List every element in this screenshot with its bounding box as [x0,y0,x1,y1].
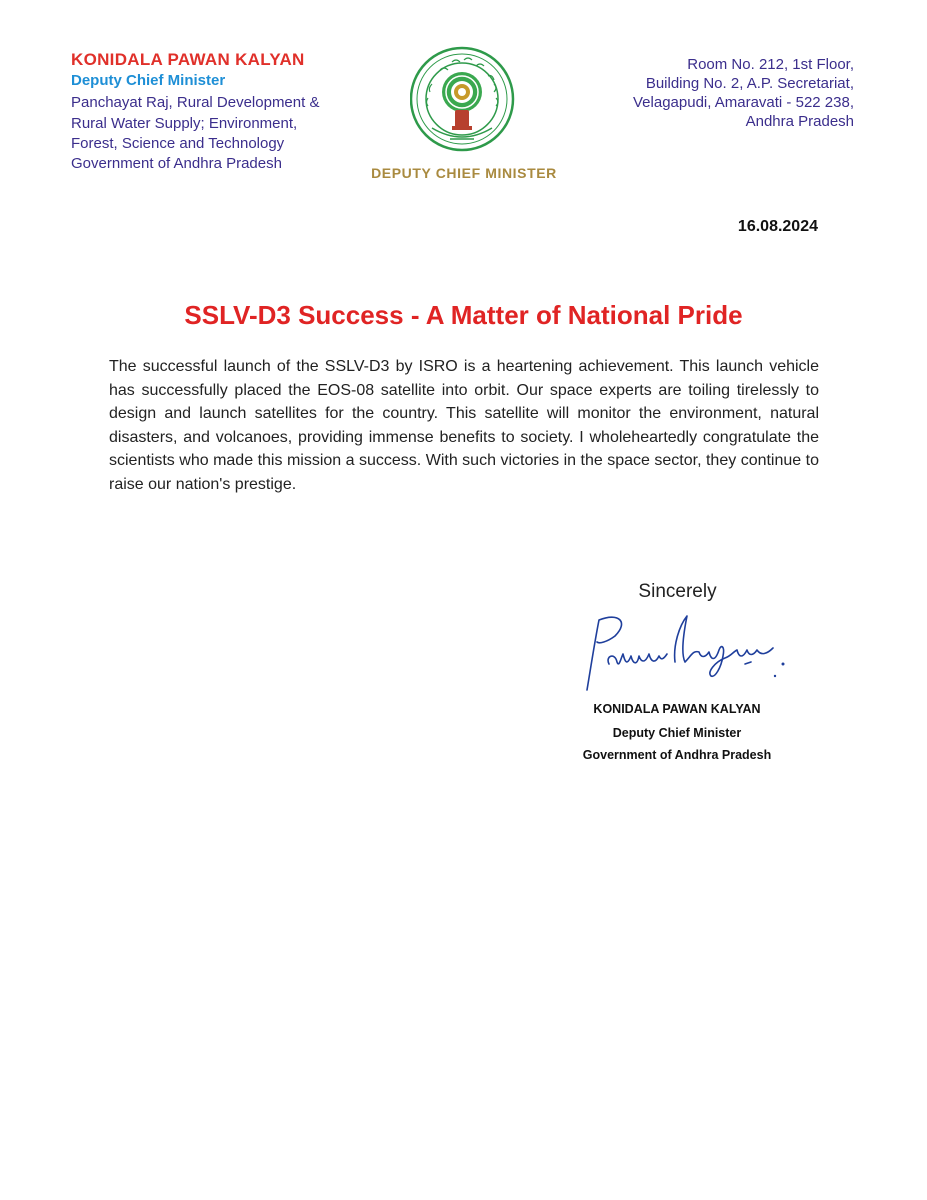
letter-date: 16.08.2024 [737,218,818,235]
emblem-caption: DEPUTY CHIEF MINISTER [371,165,557,181]
signatory-title: Deputy Chief Minister [612,726,742,740]
address-line: Room No. 212, 1st Floor, [687,56,854,73]
letter-body: The successful launch of the SSLV-D3 by ISRO is a heartening achievement. This launch vehicle has successfully placed the EOS-08 satellite into orbit. Our space experts are toiling tirelessly to design and launch satellites for the country. This satellite will monitor the environment, natural disasters, and volcanoes, providing immense benefits to society. I wholeheartedly congratulate the scientists who made this mission a success. With such victories in the space sector, they continue to raise our nation's prestige. [109,358,819,493]
closing-salutation: Sincerely [638,581,717,602]
signature-icon [575,606,800,696]
portfolio-line: Rural Water Supply; Environment, [71,115,298,132]
portfolio-line: Forest, Science and Technology [71,135,285,152]
state-emblem-icon [410,42,515,162]
sender-name: KONIDALA PAWAN KALYAN [71,50,305,69]
address-line: Andhra Pradesh [745,113,854,130]
letter-heading: SSLV-D3 Success - A Matter of National Pride [184,300,743,330]
signatory-organization: Government of Andhra Pradesh [582,748,772,762]
address-line: Building No. 2, A.P. Secretariat, [645,75,854,92]
portfolio-line: Panchayat Raj, Rural Development & [71,94,320,111]
sender-title: Deputy Chief Minister [71,72,226,89]
signatory-name: KONIDALA PAWAN KALYAN [593,702,761,716]
address-line: Velagapudi, Amaravati - 522 238, [633,94,854,111]
portfolio-line: Government of Andhra Pradesh [71,155,282,172]
